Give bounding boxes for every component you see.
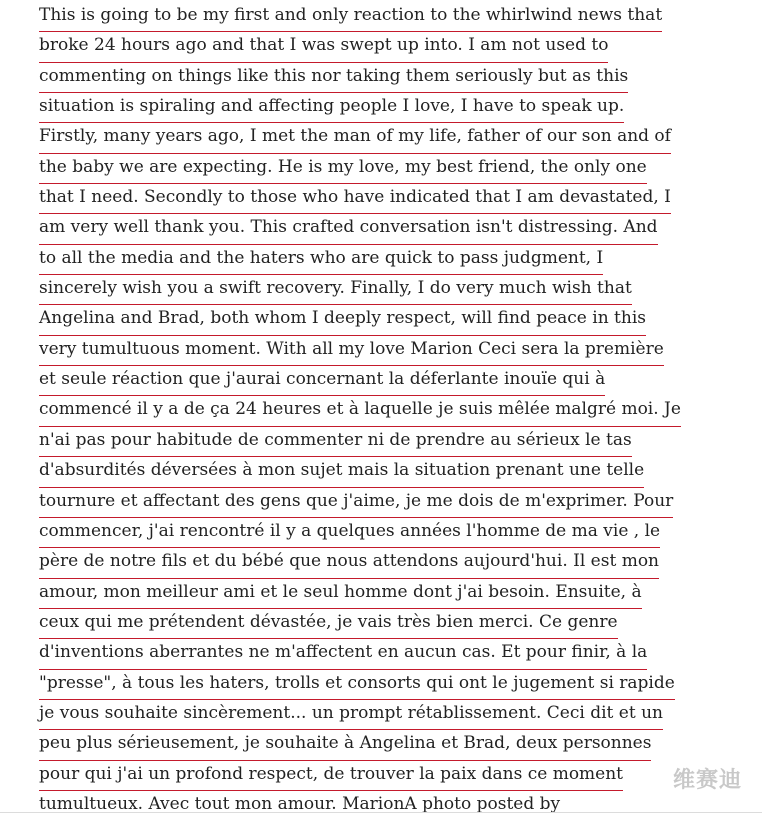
- text-line: This is going to be my first and only reaction to the whirlwind news that: [39, 2, 662, 32]
- text-line: pour qui j'ai un profond respect, de trouver la paix dans ce moment: [39, 761, 623, 791]
- watermark-logo: 维赛迪: [672, 768, 742, 793]
- text-line: broke 24 hours ago and that I was swept up into. I am not used to: [39, 32, 608, 62]
- text-line: commencé il y a de ça 24 heures et à laquelle je suis mêlée malgré moi. Je: [39, 396, 681, 426]
- text-line: sincerely wish you a swift recovery. Finally, I do very much wish that: [39, 275, 632, 305]
- text-line: situation is spiraling and affecting people I love, I have to speak up.: [39, 93, 624, 123]
- text-line: tumultueux. Avec tout mon amour. MarionA photo posted by: [39, 791, 560, 813]
- text-line: n'ai pas pour habitude de commenter ni de prendre au sérieux le tas: [39, 427, 632, 457]
- text-line: Angelina and Brad, both whom I deeply respect, will find peace in this: [39, 305, 646, 335]
- text-line: "presse", à tous les haters, trolls et consorts qui ont le jugement si rapide: [39, 670, 675, 700]
- text-line: the baby we are expecting. He is my love, my best friend, the only one: [39, 154, 647, 184]
- text-line: very tumultuous moment. With all my love Marion Ceci sera la première: [39, 336, 664, 366]
- text-line: ceux qui me prétendent dévastée, je vais très bien merci. Ce genre: [39, 609, 618, 639]
- text-line: d'inventions aberrantes ne m'affectent en aucun cas. Et pour finir, à la: [39, 639, 647, 669]
- text-line: peu plus sérieusement, je souhaite à Angelina et Brad, deux personnes: [39, 730, 651, 760]
- text-line: that I need. Secondly to those who have indicated that I am devastated, I: [39, 184, 671, 214]
- text-line: amour, mon meilleur ami et le seul homme dont j'ai besoin. Ensuite, à: [39, 579, 642, 609]
- text-line: d'absurdités déversées à mon sujet mais la situation prenant une telle: [39, 457, 644, 487]
- text-line: et seule réaction que j'aurai concernant la déferlante inouïe qui à: [39, 366, 605, 396]
- text-line: commenting on things like this nor taking them seriously but as this: [39, 63, 628, 93]
- text-line: tournure et affectant des gens que j'aime, je me dois de m'exprimer. Pour: [39, 488, 673, 518]
- text-line: am very well thank you. This crafted conversation isn't distressing. And: [39, 214, 658, 244]
- article-text-lines: [39, 2, 681, 813]
- text-line: je vous souhaite sincèrement... un prompt rétablissement. Ceci dit et un: [39, 700, 663, 730]
- text-line: to all the media and the haters who are quick to pass judgment, I: [39, 245, 603, 275]
- text-line: père de notre fils et du bébé que nous attendons aujourd'hui. Il est mon: [39, 548, 659, 578]
- text-line: Firstly, many years ago, I met the man of my life, father of our son and of: [39, 123, 671, 153]
- text-line: commencer, j'ai rencontré il y a quelques années l'homme de ma vie , le: [39, 518, 660, 548]
